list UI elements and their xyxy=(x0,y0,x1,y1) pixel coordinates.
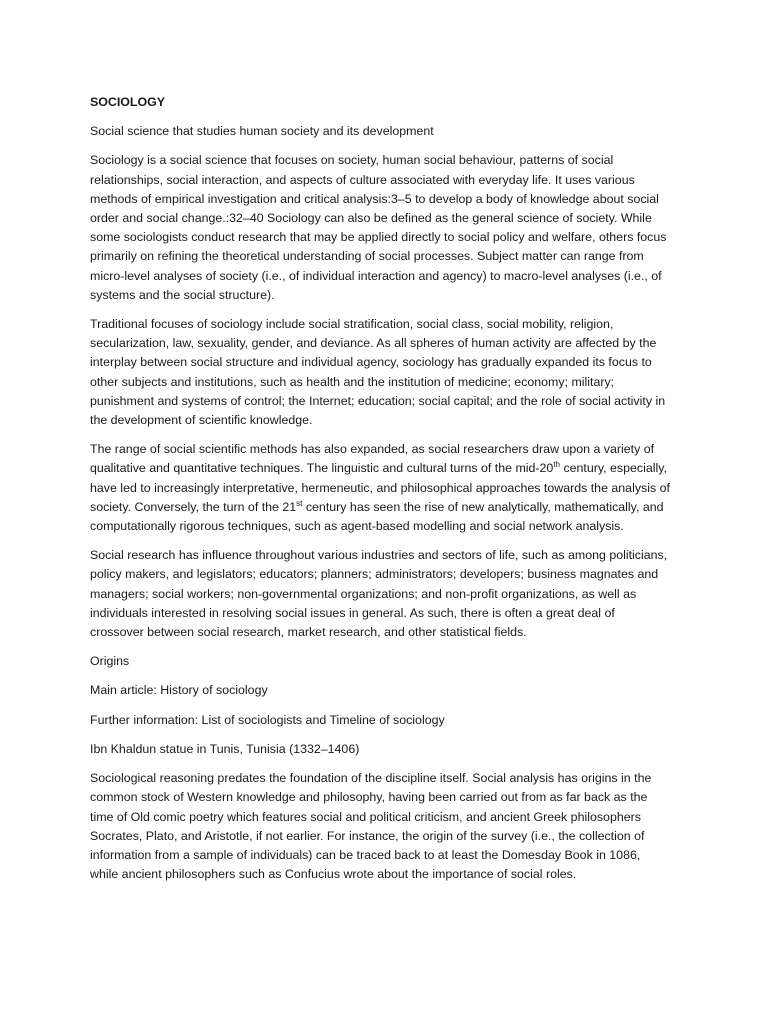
further-information-note: Further information: List of sociologists and Timeline of sociology xyxy=(90,712,445,727)
paragraph-influence: Social research has influence throughout various industries and sectors of life, such as among politicians, policy makers, and legislators; educators; planners; administrators; developers; business magnates and managers; social workers; non-governmental organizations; and non-profit organizations, as well as individuals interested in resolving social issues in general. As such, there is often a great deal of crossover between social research, market research, and other statistical fields. xyxy=(90,548,668,640)
image-caption: Ibn Khaldun statue in Tunis, Tunisia (1332–1406) xyxy=(90,741,360,756)
paragraph-methods-part1: The range of social scientific methods has also expanded, as social researchers draw upon a variety of qualitative and quantitative techniques. The linguistic and cultural turns of the mid-20 xyxy=(90,442,655,476)
document-subtitle: Social science that studies human society and its development xyxy=(90,124,434,139)
paragraph-methods-part2: century, especially, have led to increasingly interpretative, hermeneutic, and philosophical approaches towards the analysis of society. Conversely, the turn of the 21 xyxy=(90,461,670,514)
paragraph-methods-part3: century has seen the rise of new analytically, mathematically, and computationally rigorous techniques, such as agent-based modelling and social network analysis. xyxy=(90,499,664,534)
paragraph-traditional-focuses: Traditional focuses of sociology include social stratification, social class, social mobility, religion, secularization, law, sexuality, gender, and deviance. As all spheres of human activity are affected by the interplay between social structure and individual agency, sociology has gradually expanded its focus to other subjects and institutions, such as health and the institution of medicine; economy; military; punishment and systems of control; the Internet; education; social capital; and the role of social activity in the development of scientific knowledge. xyxy=(90,317,666,428)
paragraph-definition: Sociology is a social science that focuses on society, human social behaviour, patterns of social relationships, social interaction, and aspects of culture associated with everyday life. It uses various methods of empirical investigation and critical analysis:3–5 to develop a body of knowledge about social order and social change.:32–40 Sociology can also be defined as the general science of society. While some sociologists conduct research that may be applied directly to social policy and welfare, others focus primarily on refining the theoretical understanding of social processes. Subject matter can range from micro-level analyses of society (i.e., of individual interaction and agency) to macro-level analyses (i.e., of systems and the social structure). xyxy=(90,153,667,302)
section-heading-origins: Origins xyxy=(90,654,130,669)
paragraph-origins: Sociological reasoning predates the foundation of the discipline itself. Social analysis has origins in the common stock of Western knowledge and philosophy, having been carried out from as far back as the time of Old comic poetry which features social and political criticism, and ancient Greek philosophers Socrates, Plato, and Aristotle, if not earlier. For instance, the origin of the survey (i.e., the collection of information from a sample of individuals) can be traced back to at least the Domesday Book in 1086, while ancient philosophers such as Confucius wrote about the importance of social roles. xyxy=(90,771,652,882)
superscript-st: st xyxy=(296,498,303,508)
document-title: SOCIOLOGY xyxy=(90,95,166,109)
document-page xyxy=(90,93,670,894)
main-article-note: Main article: History of sociology xyxy=(90,683,268,698)
superscript-th: th xyxy=(553,460,560,470)
paragraph-methods xyxy=(90,440,670,536)
